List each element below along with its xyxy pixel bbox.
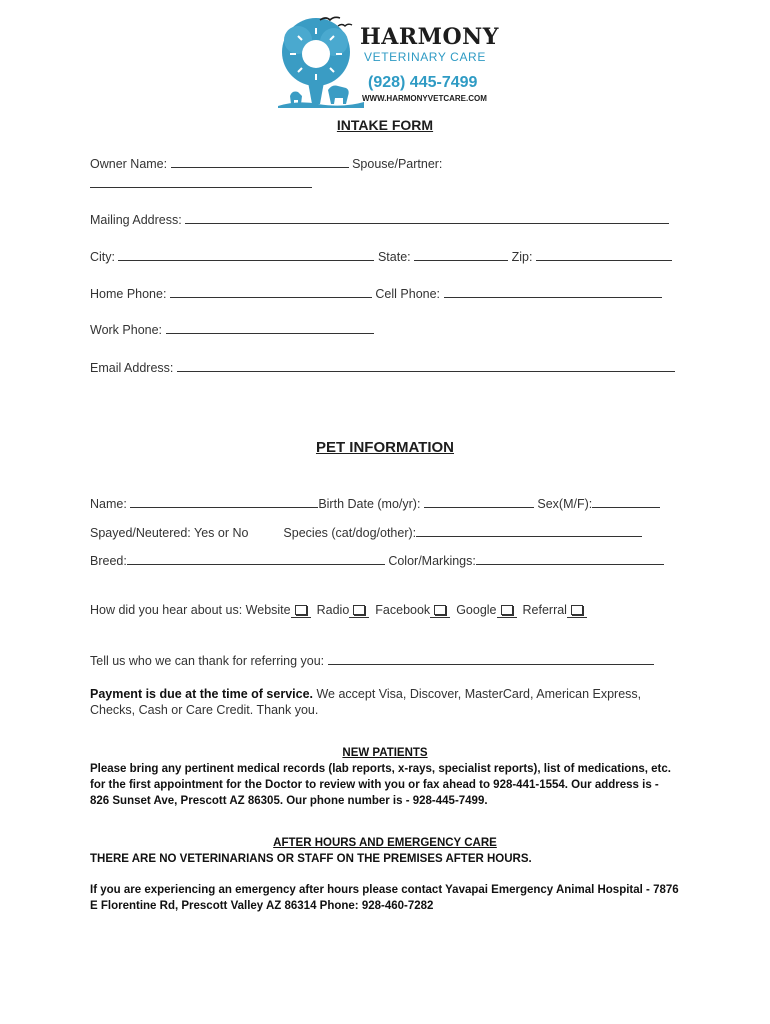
option-website-label: Website (245, 603, 291, 617)
after-hours-line1: THERE ARE NO VETERINARIANS OR STAFF ON THE PREMISES AFTER HOURS. (90, 853, 532, 865)
mailing-label: Mailing Address: (90, 213, 182, 227)
zip-field[interactable] (536, 249, 672, 261)
new-patients-body: Please bring any pertinent medical records (lab reports, x-rays, specialist reports), list of medications, etc. for the first appointment for the Doctor to review with you or fax ahead to 928-441-1554. Our address is - 826 Sunset Ave, Prescott AZ 86305. Our phone number is - 928-445-7499. (90, 763, 671, 807)
website-checkbox[interactable] (295, 605, 307, 615)
breed-row (90, 553, 664, 568)
referral-checkbox[interactable] (571, 605, 583, 615)
owner-name-label: Owner Name: (90, 157, 168, 171)
pet-name-field[interactable] (130, 496, 318, 508)
option-radio-label: Radio (316, 603, 350, 617)
breed-label: Breed: (90, 554, 127, 568)
sex-label: Sex(M/F): (537, 497, 593, 511)
species-field[interactable] (416, 525, 642, 537)
payment-paragraph (90, 686, 680, 718)
after-hours-heading: AFTER HOURS AND EMERGENCY CARE (273, 837, 497, 849)
spayed-row (90, 525, 642, 540)
option-google-label: Google (456, 603, 497, 617)
spouse-field[interactable] (90, 176, 312, 188)
birth-date-field[interactable] (424, 496, 534, 508)
owner-name-field[interactable] (171, 156, 349, 168)
state-label: State: (377, 250, 411, 264)
thank-label: Tell us who we can thank for referring you: (90, 654, 325, 668)
work-phone-field[interactable] (166, 322, 374, 334)
pet-info-title: PET INFORMATION (315, 439, 455, 456)
option-facebook (375, 603, 456, 617)
option-referral-label: Referral (522, 603, 567, 617)
brand-name: HARMONY (360, 24, 499, 50)
radio-checkbox[interactable] (353, 605, 365, 615)
home-phone-label: Home Phone: (90, 287, 167, 301)
mailing-field[interactable] (185, 212, 669, 224)
color-label: Color/Markings: (388, 554, 476, 568)
email-field[interactable] (177, 360, 675, 372)
work-phone-row (90, 322, 374, 337)
payment-bold: Payment is due at the time of service. (90, 687, 313, 701)
payment-rest: We accept Visa, Discover, MasterCard, American Express, Checks, Cash or Care Credit. Thank you. (90, 687, 642, 717)
hear-about-row (90, 603, 593, 618)
new-patients-heading: NEW PATIENTS (342, 747, 428, 759)
state-field[interactable] (414, 249, 508, 261)
option-facebook-label: Facebook (375, 603, 431, 617)
phone-row (90, 286, 662, 301)
owner-row (90, 156, 442, 171)
pet-name-label: Name: (90, 497, 127, 511)
hear-about-label: How did you hear about us: (90, 603, 243, 617)
option-website (246, 603, 317, 617)
emergency-contact: If you are experiencing an emergency after hours please contact Yavapai Emergency Animal Hospital - 7876 E Florentine Rd, Prescott Valley AZ 86314 Phone: 928-460-7282 (90, 884, 679, 912)
email-row (90, 360, 675, 375)
mailing-row (90, 212, 669, 227)
tree-animals-icon (268, 12, 368, 108)
breed-field[interactable] (127, 553, 385, 565)
city-row (90, 249, 672, 264)
option-radio (317, 603, 376, 617)
brand-subtitle: VETERINARY CARE (364, 50, 486, 64)
birth-date-label: Birth Date (mo/yr): (318, 497, 421, 511)
facebook-checkbox[interactable] (434, 605, 446, 615)
sex-field[interactable] (592, 496, 660, 508)
thank-field[interactable] (328, 653, 654, 665)
color-field[interactable] (476, 553, 664, 565)
thank-row (90, 653, 654, 668)
pet-name-row (90, 496, 660, 511)
spouse-field-row (90, 176, 312, 191)
option-google (456, 603, 522, 617)
spouse-label: Spouse/Partner: (352, 157, 443, 171)
google-checkbox[interactable] (501, 605, 513, 615)
after-hours-section (90, 835, 680, 867)
work-phone-label: Work Phone: (90, 323, 163, 337)
species-label: Species (cat/dog/other): (283, 526, 417, 540)
option-referral (523, 603, 593, 617)
brand-url: WWW.HARMONYVETCARE.COM (362, 94, 487, 103)
harmony-logo (268, 12, 508, 108)
cell-phone-label: Cell Phone: (375, 287, 441, 301)
intake-form-title: INTAKE FORM (336, 117, 434, 133)
new-patients-section (90, 745, 680, 809)
email-label: Email Address: (90, 361, 174, 375)
zip-label: Zip: (511, 250, 533, 264)
city-label: City: (90, 250, 115, 264)
spayed-label: Spayed/Neutered: Yes or No (90, 526, 249, 540)
cell-phone-field[interactable] (444, 286, 662, 298)
brand-phone: (928) 445-7499 (368, 74, 478, 91)
city-field[interactable] (118, 249, 374, 261)
home-phone-field[interactable] (170, 286, 372, 298)
